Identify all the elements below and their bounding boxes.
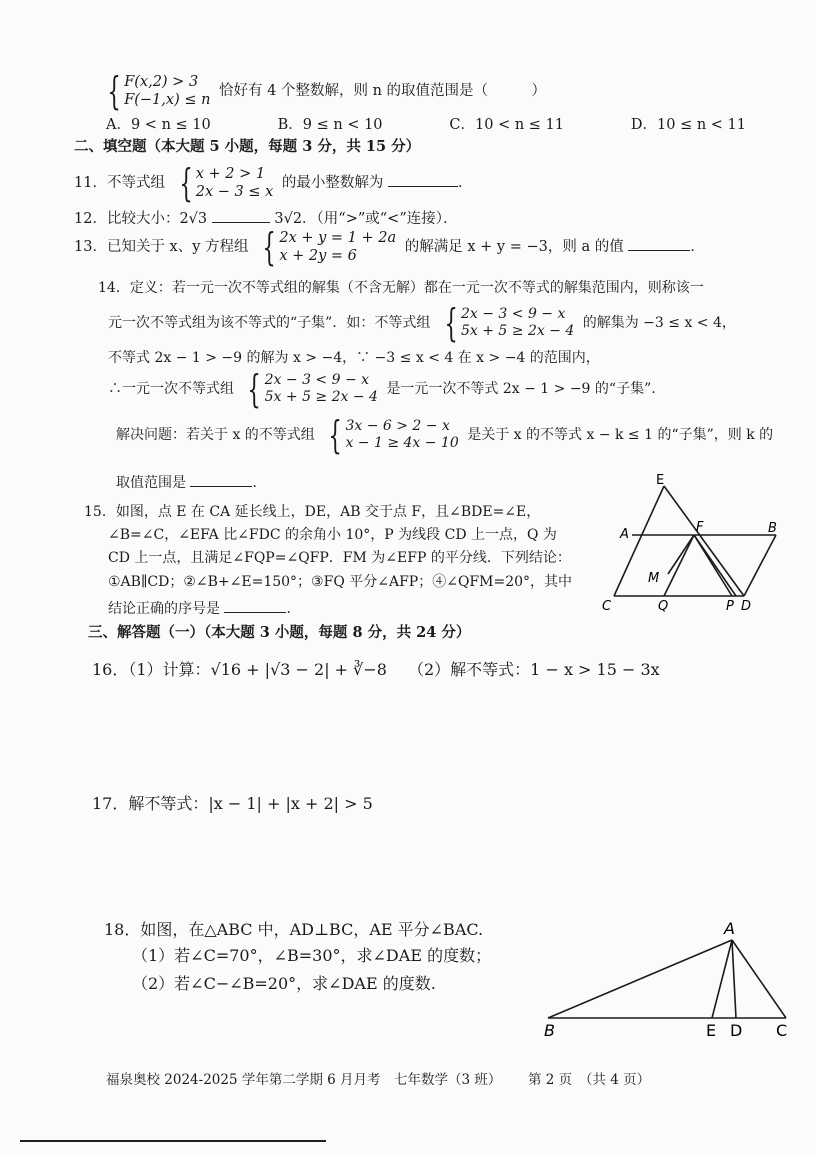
line-b-d [744,535,776,596]
q14-line2-tail: 的解集为 −3 ≤ x < 4， [582,315,736,331]
q10-sys-row2: F(−1,x) ≤ n [124,92,211,108]
label-m: M [648,571,660,586]
q14-conclusion-system [242,367,378,411]
q14-line2-text: 元一次不等式组为该不等式的“子集”．如：不等式组 [108,315,431,331]
brace: { [444,301,458,345]
line-e-d [664,486,744,596]
q10-option-c: C．10 < n ≤ 11 [449,117,564,133]
side-a-c [732,940,786,1018]
q14-problem-row2: x − 1 ≥ 4x − 10 [345,435,459,451]
q11-answer-blank[interactable] [388,172,458,187]
label-e: E [656,474,665,488]
q12-prefix: 12．比较大小：2√3 [74,211,208,227]
line-f-m [668,535,694,574]
q15-line5: 结论正确的序号是 ． [108,598,300,619]
q14-example-row2: 5x + 5 ≥ 2x − 4 [460,323,575,339]
label-a: A [724,919,735,938]
label-d: D [730,1021,743,1040]
q13-line: 13．已知关于 x、y 方程组 { 2x + y = 1 + 2a x + 2y = 6 的解满足 x + y = −3，则 a 的值 ． [74,225,705,269]
section-3-heading: 三、解答题（一）（本大题 3 小题，每题 8 分，共 24 分） [88,624,471,641]
q14-conclusion-row2: 5x + 5 ≥ 2x − 4 [264,389,378,405]
q12-mid: 3√2．（用“>”或“<”连接）． [274,211,458,227]
q14-line1: 14．定义：若一元一次不等式组的解集（不含无解）都在一元一次不等式的解集范围内，则称该一 [98,280,704,296]
brace: { [247,367,262,411]
q14-conclusion-row1: 2x − 3 < 9 − x [264,371,370,388]
q14-line6: 取值范围是 ． [116,472,266,493]
q10-line [98,69,547,113]
q10-system [102,69,211,113]
q15-answer-blank[interactable] [224,598,286,613]
q14-problem-system [323,413,459,457]
q14-problem-row1: 3x − 6 > 2 − x [345,417,450,434]
label-a: A [620,527,629,542]
q10-option-d: D．10 ≤ n < 11 [630,117,746,133]
bisector-a-e [712,940,732,1018]
q11-line: 11．不等式组 { x + 2 > 1 2x − 3 ≤ x 的最小整数解为 ． [74,161,473,205]
footer-left: 福泉奥校 2024-2025 学年第二学期 6 月月考 七年数学（3 班） [106,1072,502,1088]
q18-line3: （2）若∠C−∠B=20°，求∠DAE 的度数. [132,974,436,993]
q13-answer-blank[interactable] [628,236,690,251]
q11-sys-row2: 2x − 3 ≤ x [195,184,274,200]
q10-option-a: A．9 < n ≤ 10 [106,117,211,133]
q18-line1: 18．如图，在△ABC 中，AD⊥BC，AE 平分∠BAC. [104,920,484,939]
q14-line3: 不等式 2x − 1 > −9 的解为 x > −4，∵ −3 ≤ x < 4 在 x > −4 的范围内， [108,350,600,366]
label-f: F [696,520,704,535]
q13-suffix: 的解满足 x + y = −3，则 a 的值 [404,239,624,255]
q18-line2: （1）若∠C=70°，∠B=30°，求∠DAE 的度数； [132,946,492,965]
q14-example-row1: 2x − 3 < 9 − x [460,305,566,322]
q15-figure [596,474,792,614]
q13-system [257,225,397,269]
q13-sys-row1: 2x + y = 1 + 2a [279,229,397,246]
label-c: C [776,1021,788,1040]
section-2-heading: 二、填空题（本大题 5 小题，每题 3 分，共 15 分） [74,138,421,155]
brace: { [262,225,276,269]
q14-line5 [116,413,774,457]
q13-prefix: 13．已知关于 x、y 方程组 [74,239,249,255]
q14-example-system [439,301,575,345]
label-p: P [726,599,734,614]
q10-option-b: B．9 ≤ n < 10 [277,117,383,133]
brace: { [328,413,342,457]
q15-line1: 15．如图，点 E 在 CA 延长线上，DE，AB 交于点 F，且∠BDE=∠E， [84,504,541,520]
q14-line6-text: 取值范围是 [116,475,186,491]
side-a-b [548,940,732,1018]
q15-line5-text: 结论正确的序号是 [108,601,220,617]
label-e: E [706,1021,717,1040]
line-f-q [664,535,694,596]
q11-sys-row1: x + 2 > 1 [195,165,266,182]
q15-line3: CD 上一点，且满足∠FQP=∠QFP．FM 为∠EFP 的平分线．下列结论： [108,550,571,566]
label-d: D [741,599,752,614]
q10-options [106,116,746,134]
q12-answer-blank[interactable] [212,208,270,223]
brace: { [107,69,121,113]
label-q: Q [658,599,669,614]
q14-line4 [108,367,666,411]
q15-line4: ①AB∥CD；②∠B+∠E=150°；③FQ 平分∠AFP；④∠QFM=20°，其中 [108,574,573,590]
q11-system [174,161,274,205]
q14-line5-tail: 是关于 x 的不等式 x − k ≤ 1 的“子集”，则 k 的 [467,427,774,443]
q16-part1: 16．（1）计算：√16 + |√3 − 2| + ∛−8 [92,660,387,679]
label-c: C [602,599,612,614]
q14-answer-blank[interactable] [190,472,252,487]
bottom-divider [20,1140,326,1142]
q15-line2: ∠B=∠C，∠EFA 比∠FDC 的余角小 10°，P 为线段 CD 上一点，Q 为 [108,527,557,543]
q14-line4-tail: 是一元一次不等式 2x − 1 > −9 的“子集”． [386,381,666,397]
q11-suffix: 的最小整数解为 [281,175,384,191]
label-b: B [768,521,777,536]
brace: { [179,161,193,205]
q10-sys-row1: F(x,2) > 3 [124,73,199,90]
q14-line2 [108,301,736,345]
q16-part2: （2）解不等式：1 − x > 15 − 3x [408,660,660,679]
q18-figure [536,916,808,1048]
q14-line5-text: 解决问题：若关于 x 的不等式组 [116,427,315,443]
q11-prefix: 11．不等式组 [74,175,165,191]
q17-text: 17．解不等式：|x − 1| + |x + 2| > 5 [92,794,373,813]
footer-right: 第 2 页 （共 4 页） [528,1072,651,1088]
q14-line4-text: ∴一元一次不等式组 [108,381,234,397]
label-b: B [544,1021,555,1040]
q13-sys-row2: x + 2y = 6 [279,248,357,264]
q10-text: 恰好有 4 个整数解，则 n 的取值范围是（ ） [219,83,547,99]
altitude-a-d [732,940,736,1018]
line-f-p2 [694,535,736,596]
